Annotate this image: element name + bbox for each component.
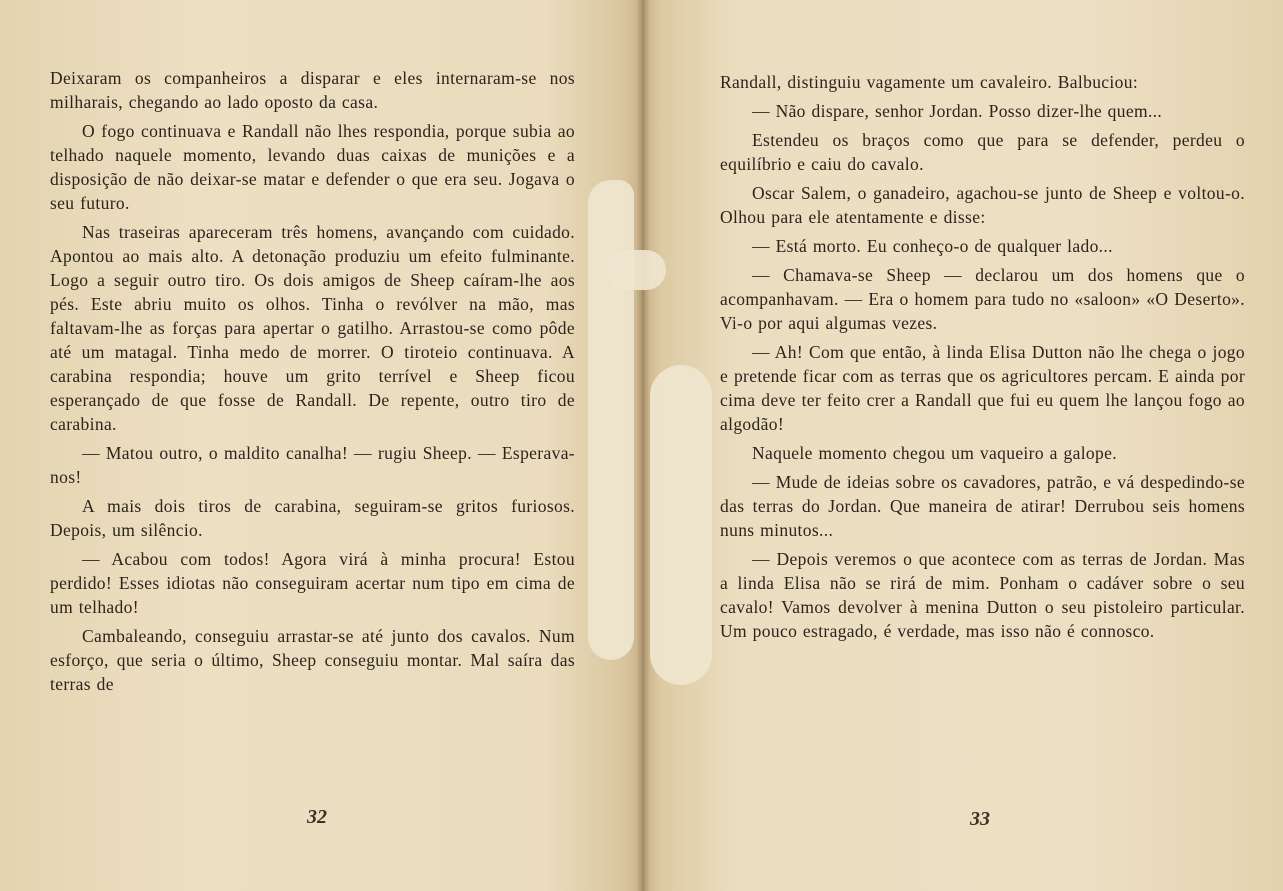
paragraph: — Não dispare, senhor Jordan. Posso dizer-lhe quem... (752, 101, 1163, 121)
paragraph: Cambaleando, conseguiu arrastar-se até junto dos cavalos. Num esforço, que seria o último, Sheep conseguiu montar. Mal saíra das terras de (50, 626, 575, 694)
paragraph: Oscar Salem, o ganadeiro, agachou-se junto de Sheep e voltou-o. Olhou para ele atentamente e disse: (720, 183, 1245, 227)
book-gutter (636, 0, 650, 891)
paragraph: A mais dois tiros de carabina, seguiram-se gritos furiosos. Depois, um silêncio. (50, 496, 575, 540)
paragraph: — Depois veremos o que acontece com as terras de Jordan. Mas a linda Elisa não se rirá de mim. Ponham o cadáver sobre o seu cavalo! Vamos devolver à menina Dutton o seu pistoleiro particular. Um pouco estragado, é verdade, mas isso não é connosco. (720, 549, 1245, 641)
paragraph: O fogo continuava e Randall não lhes respondia, porque subia ao telhado naquele momento, levando duas caixas de munições e a disposição de não deixar-se matar e defender o que era seu. Jogava o seu futuro. (50, 121, 575, 213)
page-number: 33 (970, 808, 990, 830)
paragraph: — Chamava-se Sheep — declarou um dos homens que o acompanhavam. — Era o homem para tudo no «saloon» «O Deserto». Vi-o por aqui algumas vezes. (720, 265, 1245, 333)
paragraph: Deixaram os companheiros a disparar e eles internaram-se nos milharais, chegando ao lado oposto da casa. (50, 68, 575, 112)
right-page-text (720, 70, 1245, 648)
paragraph: — Acabou com todos! Agora virá à minha procura! Estou perdido! Esses idiotas não conseguiram acertar num tipo em cima de um telhado! (50, 549, 575, 617)
paragraph: Randall, distinguiu vagamente um cavaleiro. Balbuciou: (720, 72, 1139, 92)
paper-stain (650, 365, 712, 685)
paragraph: — Ah! Com que então, à linda Elisa Dutton não lhe chega o jogo e pretende ficar com as terras que os agricultores percam. E ainda por cima deve ter feito crer a Randall que fui eu quem lhe lançou fogo ao algodão! (720, 342, 1245, 434)
paragraph: — Mude de ideias sobre os cavadores, patrão, e vá despedindo-se das terras do Jordan. Que maneira de atirar! Derrubou seis homens nuns minutos... (720, 472, 1245, 540)
left-page-text (50, 66, 575, 701)
paragraph: Nas traseiras apareceram três homens, avançando com cuidado. Apontou ao mais alto. A detonação produziu um efeito fulminante. Logo a seguir outro tiro. Os dois amigos de Sheep caíram-lhe aos pés. Este abriu muito os olhos. Tinha o revólver na mão, mas faltavam-lhe as forças para apertar o gatilho. Arrastou-se como pôde até um matagal. Tinha medo de morrer. O tiroteio continuava. A carabina respondia; houve um grito terrível e Sheep ficou esperançado de que fosse de Randall. De repente, outro tiro de carabina. (50, 222, 575, 434)
page-number: 32 (307, 806, 327, 828)
paragraph: Naquele momento chegou um vaqueiro a galope. (752, 443, 1117, 463)
right-page (642, 0, 1283, 891)
paragraph: — Matou outro, o maldito canalha! — rugiu Sheep. — Esperava-nos! (50, 443, 575, 487)
paragraph: Estendeu os braços como que para se defender, perdeu o equilíbrio e caiu do cavalo. (720, 130, 1245, 174)
paper-stain (606, 250, 666, 290)
paragraph: — Está morto. Eu conheço-o de qualquer lado... (752, 236, 1113, 256)
